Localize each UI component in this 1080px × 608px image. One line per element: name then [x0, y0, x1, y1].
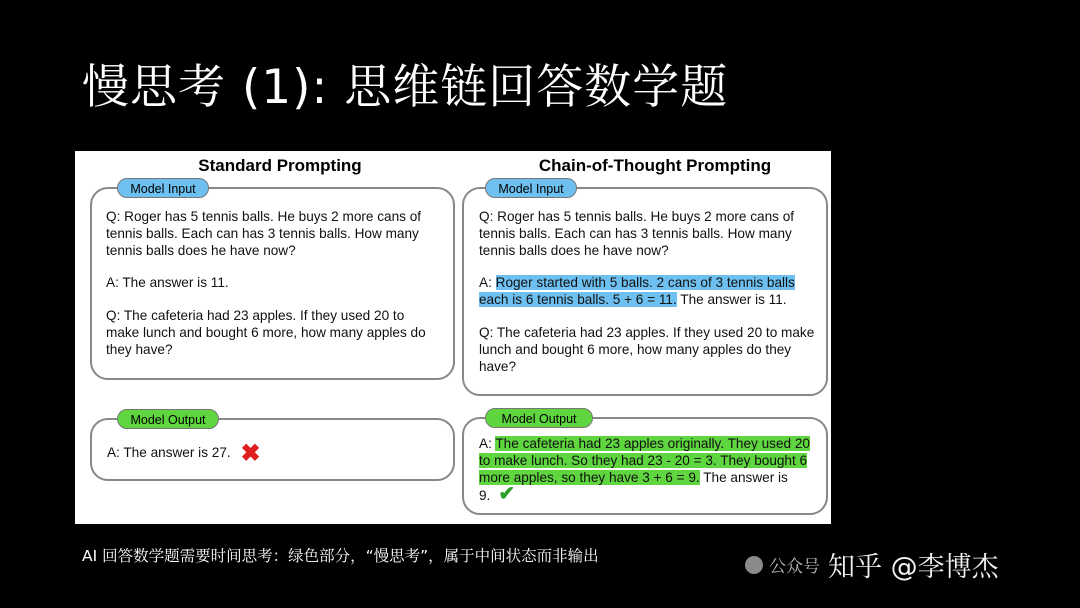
check-icon: ✔ [498, 483, 516, 506]
cot-output-answer: The answer is 9. [479, 469, 788, 504]
standard-input-label: Model Input [117, 178, 209, 198]
watermark-big: 知乎 @李博杰 [828, 552, 999, 583]
watermark-small: 公众号 [769, 557, 820, 577]
cot-output-prefix: A: [479, 436, 496, 451]
standard-input-text [106, 209, 441, 359]
standard-output-answer: A: The answer is 27. [107, 445, 231, 460]
standard-prompting-title: Standard Prompting [198, 156, 362, 175]
cot-a1-prefix: A: [479, 275, 496, 291]
standard-output-text [107, 442, 407, 466]
standard-q2: Q: The cafeteria had 23 apples. If they used 20 to make lunch and bought 6 more, how many apples do they have? [106, 308, 426, 357]
cot-output [479, 436, 817, 505]
standard-output-label: Model Output [117, 409, 219, 429]
slide-title: 慢思考 (1): 思维链回答数学题 [82, 60, 729, 115]
wechat-icon [745, 556, 763, 574]
wrong-x-icon: ✖ [240, 440, 261, 467]
cot-figure [75, 151, 831, 524]
cot-q2: Q: The cafeteria had 23 apples. If they used 20 to make lunch and bought 6 more, how many apples do they have? [479, 324, 815, 374]
watermark [745, 545, 999, 581]
cot-prompting-title: Chain-of-Thought Prompting [538, 156, 772, 175]
standard-q1: Q: Roger has 5 tennis balls. He buys 2 more cans of tennis balls. Each can has 3 tennis balls. How many tennis balls does he have now? [106, 209, 422, 258]
standard-a1: A: The answer is 11. [106, 275, 229, 291]
cot-output-reasoning: The cafeteria had 23 apples originally. They used 20 to make lunch. So they had 23 - 20 = 3. They bought 6 more apples, so they have 3 + 6 = 9. [479, 436, 810, 485]
cot-input-label: Model Input [485, 178, 577, 198]
cot-a1-reasoning: Roger started with 5 balls. 2 cans of 3 tennis balls each is 6 tennis balls. 5 + 6 = 11. [479, 275, 795, 308]
cot-a1 [479, 275, 817, 309]
cot-output-text [479, 436, 817, 505]
cot-output-label: Model Output [485, 408, 593, 428]
cot-q1: Q: Roger has 5 tennis balls. He buys 2 more cans of tennis balls. Each can has 3 tennis balls. How many tennis balls does he have now? [479, 209, 795, 258]
slide-caption: AI 回答数学题需要时间思考：绿色部分，“慢思考”，属于中间状态而非输出 [82, 547, 599, 565]
cot-a1-answer: The answer is 11. [676, 292, 787, 308]
cot-input-text [479, 209, 817, 375]
